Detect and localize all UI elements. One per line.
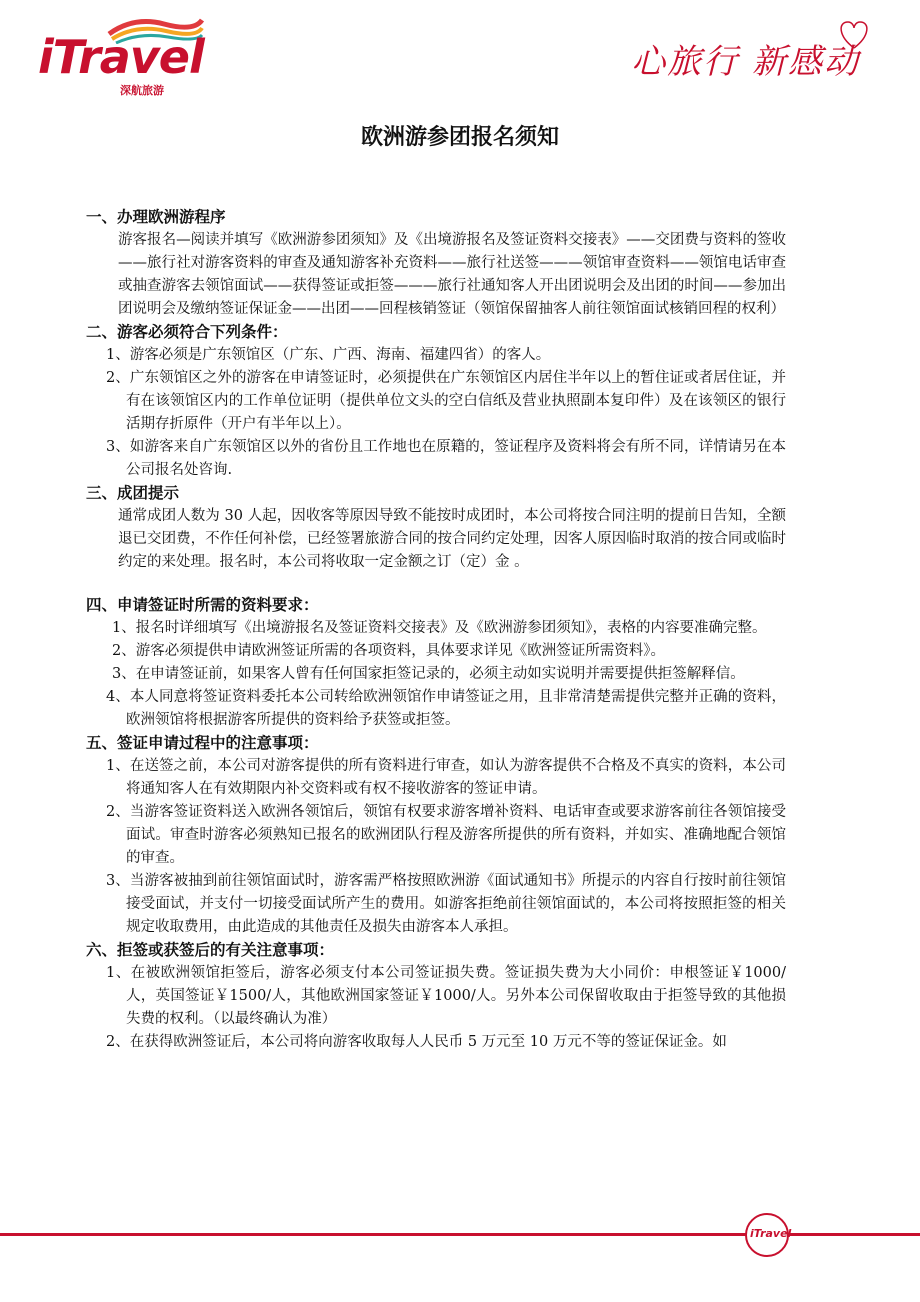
- section-paragraph: 通常成团人数为 30 人起，因收客等原因导致不能按时成团时，本公司将按合同注明的提前日告知，全额退已交团费，不作任何补偿，已经签署旅游合同的按合同约定处理，因客人原因临时取消的按合同或临时约定的来处理。报名时，本公司将收取一定金额之订（定）金 。: [118, 508, 786, 570]
- list-item: 1、在被欧洲领馆拒签后，游客必须支付本公司签证损失费。签证损失费为大小同价：申根签证￥1000/人，英国签证￥1500/人，其他欧洲国家签证￥1000/人。另外本公司保留收取由于拒签导致的其他损失费的权利。（以最终确认为准）: [106, 965, 786, 1027]
- list-item: 2、广东领馆区之外的游客在申请签证时，必须提供在广东领馆区内居住半年以上的暂住证或者居住证，并有在该领馆区内的工作单位证明（提供单位文头的空白信纸及营业执照副本复印件）及在该领区的银行活期存折原件（开户有半年以上）。: [106, 370, 786, 432]
- itravel-logo: [38, 8, 208, 98]
- slogan: 心旅行 新感动: [631, 42, 860, 82]
- list-item: 1、报名时详细填写《出境游报名及签证资料交接表》及《欧洲游参团须知》，表格的内容要准确完整。: [112, 620, 767, 636]
- list-item: 4、本人同意将签证资料委托本公司转给欧洲领馆作申请签证之用，且非常清楚需提供完整并正确的资料，欧洲领馆将根据游客所提供的资料给予获签或拒签。: [106, 689, 786, 728]
- section-heading: 一、办理欧洲游程序: [86, 208, 226, 226]
- page-header: [0, 0, 920, 110]
- page-title: 欧洲游参团报名须知: [360, 125, 559, 150]
- document-body: [86, 206, 786, 1054]
- section-heading: 四、申请签证时所需的资料要求：: [86, 596, 319, 614]
- section-heading: 六、拒签或获签后的有关注意事项：: [86, 941, 335, 959]
- list-item: 2、当游客签证资料送入欧洲各领馆后，领馆有权要求游客增补资料、电话审查或要求游客前往各领馆接受面试。审查时游客必须熟知已报名的欧洲团队行程及游客所提供的所有资料，并如实、准确地配合领馆的审查。: [106, 804, 786, 866]
- logo-text: iTravel: [38, 30, 204, 84]
- footer-logo-badge: [745, 1213, 792, 1257]
- list-item: 3、如游客来自广东领馆区以外的省份且工作地也在原籍的，签证程序及资料将会有所不同，详情请另在本公司报名处咨询.: [106, 439, 786, 478]
- footer-badge-text: iTravel: [750, 1227, 792, 1240]
- list-item: 2、游客必须提供申请欧洲签证所需的各项资料，具体要求详见《欧洲签证所需资料》。: [112, 643, 665, 659]
- section-paragraph: 游客报名—阅读并填写《欧洲游参团须知》及《出境游报名及签证资料交接表》——交团费与资料的签收——旅行社对游客资料的审查及通知游客补充资料——旅行社送签———领馆审查资料——领馆电话审查或抽查游客去领馆面试——获得签证或拒签———旅行社通知客人开出团说明会及出团的时间——参加出团说明会及缴纳签证保证金——出团——回程核销签证（领馆保留抽客人前往领馆面试核销回程的权利）: [118, 232, 786, 317]
- list-item: 2、在获得欧洲签证后，本公司将向游客收取每人人民币 5 万元至 10 万元不等的签证保证金。如: [106, 1034, 727, 1050]
- list-item: 1、在送签之前，本公司对游客提供的所有资料进行审查，如认为游客提供不合格及不真实的资料，本公司将通知客人在有效期限内补交资料或有权不接收游客的签证申请。: [106, 758, 786, 797]
- list-item: 3、在申请签证前，如果客人曾有任何国家拒签记录的，必须主动如实说明并需要提供拒签解释信。: [112, 666, 745, 682]
- list-item: 1、游客必须是广东领馆区（广东、广西、海南、福建四省）的客人。: [106, 347, 551, 363]
- list-item: 3、当游客被抽到前往领馆面试时，游客需严格按照欧洲游《面试通知书》所提示的内容自行按时前往领馆接受面试，并支付一切接受面试所产生的费用。如游客拒绝前往领馆面试的，本公司将按照拒签的相关规定收取费用，由此造成的其他责任及损失由游客本人承担。: [106, 873, 786, 935]
- section-heading: 五、签证申请过程中的注意事项：: [86, 734, 319, 752]
- section-heading: 三、成团提示: [86, 484, 180, 502]
- logo-subtitle: 深航旅游: [120, 84, 164, 97]
- section-heading: 二、游客必须符合下列条件：: [86, 323, 288, 341]
